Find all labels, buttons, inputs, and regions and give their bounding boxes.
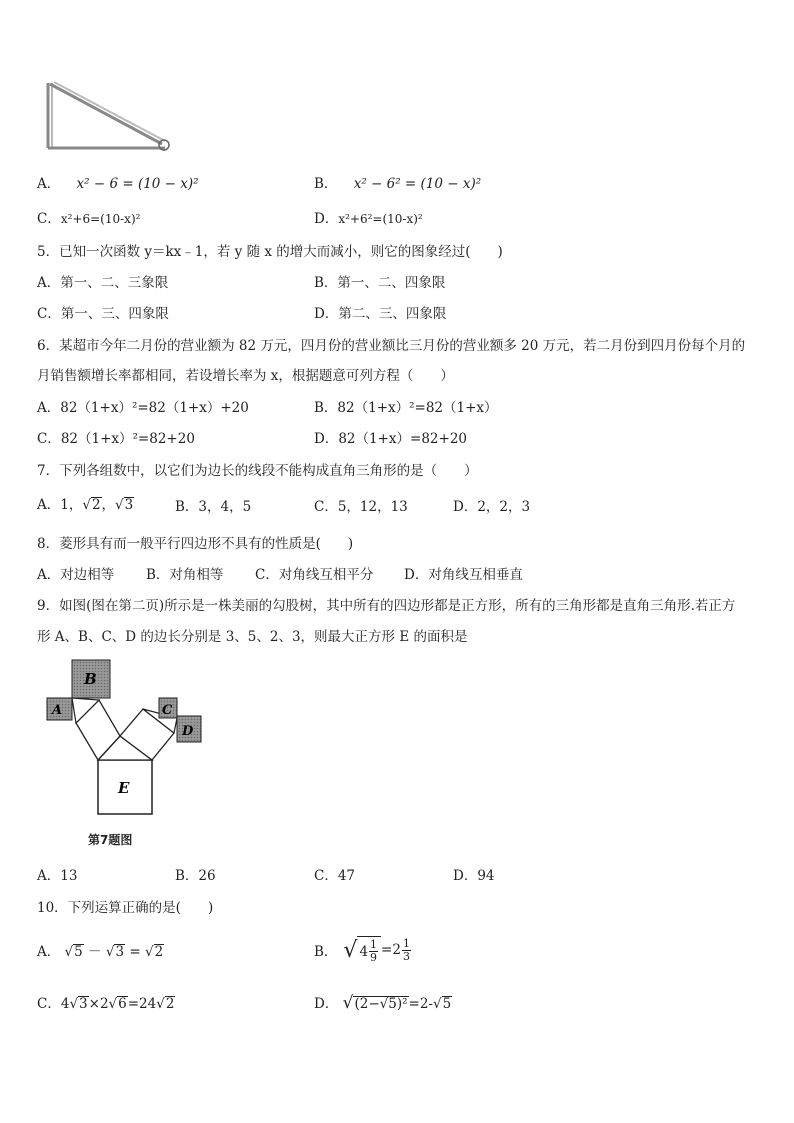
q6-option-b[interactable]: B．82（1+x）²=82（1+x） <box>314 400 498 416</box>
label-a: A <box>52 703 63 718</box>
q4-option-a[interactable]: A． x² − 6 = (10 − x)² <box>37 176 199 192</box>
q6-stem-line1: 6．某超市今年二月份的营业额为 82 万元，四月份的营业额比三月份的营业额多 20 万元，若二月份到四月份每个月的 <box>37 338 746 354</box>
q10-stem: 10．下列运算正确的是( ) <box>37 900 214 916</box>
q5-option-d[interactable]: D．第二、三、四象限 <box>314 306 447 322</box>
fraction: $\frac{1}{3}$ <box>402 936 410 963</box>
q9-option-d[interactable]: D．94 <box>453 868 495 884</box>
sqrt-symbol: √5 <box>64 944 83 960</box>
q9-stem-line2: 形 A、B、C、D 的边长分别是 3、5、2、3，则最大正方形 E 的面积是 <box>37 629 468 645</box>
q4-option-d[interactable]: D．x²+6²=(10-x)² <box>314 211 423 227</box>
figure-caption: 第7题图 <box>88 833 133 847</box>
sqrt-symbol: √3 <box>69 996 88 1012</box>
sqrt-symbol: √2 <box>144 944 164 960</box>
label-b: B <box>84 670 97 688</box>
q7-stem: 7．下列各组数中，以它们为边长的线段不能构成直角三角形的是（ ） <box>37 463 478 479</box>
q10-option-c[interactable]: C．4√3×2√6=24√2 <box>37 996 175 1012</box>
q6-option-c[interactable]: C．82（1+x）²=82+20 <box>37 431 195 447</box>
q4-option-c[interactable]: C．x²+6=(10-x)² <box>37 211 141 227</box>
fraction: $\frac{1}{9}$ <box>370 938 378 964</box>
sqrt-symbol: √3 <box>105 944 125 960</box>
q9-option-c[interactable]: C．47 <box>314 868 356 884</box>
sqrt-symbol: √5 <box>432 996 452 1012</box>
q8-option-c[interactable]: C．对角线互相平分 <box>255 567 374 583</box>
q10-option-b[interactable]: B． √ 4 $\frac{1}{9}$ =2 $\frac{1}{3}$ <box>314 936 410 964</box>
q9-option-a[interactable]: A．13 <box>37 868 78 884</box>
q5-option-c[interactable]: C．第一、三、四象限 <box>37 306 169 322</box>
q6-option-a[interactable]: A．82（1+x）²=82（1+x）+20 <box>37 400 249 416</box>
sqrt-symbol: √ <box>342 993 354 1013</box>
q7-option-b[interactable]: B．3，4，5 <box>175 499 252 515</box>
q9-stem-line1: 9．如图(图在第二页)所示是一株美丽的勾股树，其中所有的四边形都是正方形，所有的三角形都是直角三角形.若正方 <box>37 598 736 614</box>
q8-stem: 8．菱形具有而一般平行四边形不具有的性质是( ) <box>37 536 354 552</box>
q8-option-a[interactable]: A．对边相等 <box>37 567 115 583</box>
label-c: C <box>162 703 173 718</box>
q10-option-d[interactable]: D． √(2−√5)²=2-√5 <box>314 993 452 1013</box>
sqrt-radicand: 4 $\frac{1}{9}$ <box>357 936 381 963</box>
label-e: E <box>118 779 130 797</box>
sqrt-symbol: √2 <box>82 497 101 513</box>
sqrt-symbol: √ <box>343 937 358 963</box>
q7-option-a[interactable]: A．1，√2，√3 <box>37 497 134 513</box>
label-d: D <box>182 724 194 739</box>
q10-option-a[interactable]: A． √5 － √3 = √2 <box>37 944 164 960</box>
sqrt-symbol: √3 <box>115 497 134 513</box>
q9-option-b[interactable]: B．26 <box>175 868 216 884</box>
sqrt-symbol: √2 <box>156 996 175 1012</box>
q5-option-a[interactable]: A．第一、二、三象限 <box>37 275 169 291</box>
q5-stem: 5．已知一次函数 y＝kx﹣1，若 y 随 x 的增大而减小，则它的图象经过( ) <box>37 244 503 260</box>
q7-option-d[interactable]: D．2，2，3 <box>453 499 531 515</box>
q8-option-b[interactable]: B．对角相等 <box>146 567 224 583</box>
ladder-figure <box>40 78 180 153</box>
q6-stem-line2: 月销售额增长率都相同，若设增长率为 x，根据题意可列方程（ ） <box>37 368 454 384</box>
q4-option-b[interactable]: B． x² − 6² = (10 − x)² <box>314 176 482 192</box>
q6-option-d[interactable]: D．82（1+x）=82+20 <box>314 431 467 447</box>
q7-option-c[interactable]: C．5，12，13 <box>314 499 408 515</box>
q8-option-d[interactable]: D．对角线互相垂直 <box>404 567 523 583</box>
pythagoras-tree-figure <box>40 652 210 822</box>
sqrt-symbol: √6 <box>108 996 127 1012</box>
q5-option-b[interactable]: B．第一、二、四象限 <box>314 275 446 291</box>
